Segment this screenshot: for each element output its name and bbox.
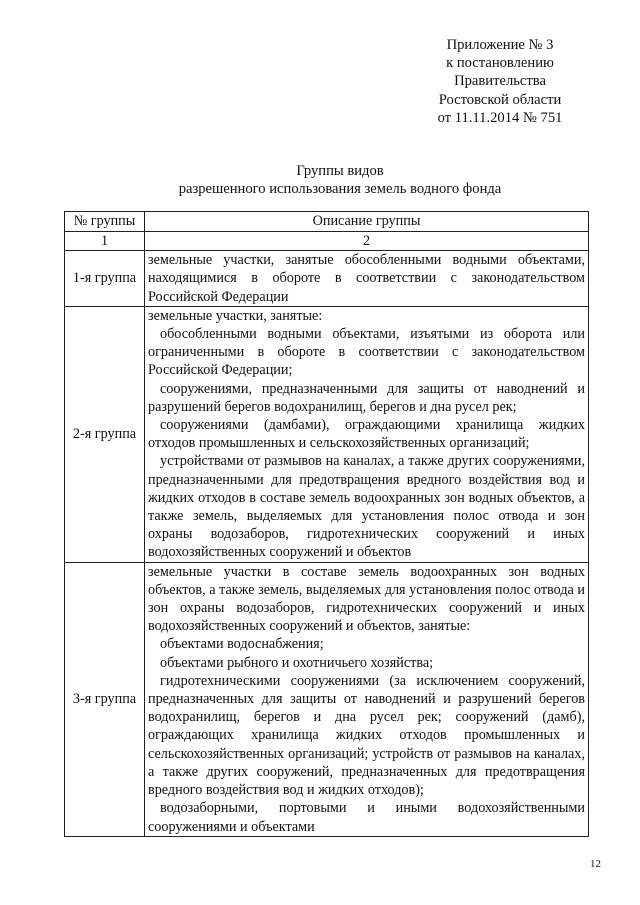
description-paragraph: объектами водоснабжения; <box>160 636 324 653</box>
description-paragraph: земельные участки, занятые обособленными водными объектами, находящимися в обороте в соответствии с законодательством Российской Федерации <box>148 252 585 305</box>
description-paragraph: устройствами от размывов на каналах, а также других сооружениями, предназначенными для предотвращения вредного воздействия вод и жидких отходов в составе земель водоохранных зон водных объектов, а также земель, выделяемых для установления полос отвода и зон охраны водозаборов, гидротехнических сооружений и иных водохозяйственных сооружений и объектов <box>148 453 585 561</box>
description-paragraph: земельные участки в составе земель водоохранных зон водных объектов, а также земель, выделяемых для установления полос отвода и зон охраны водозаборов, гидротехнических сооружений и иных водохозяйственных сооружений и объектов, занятые: <box>148 563 585 635</box>
appendix-line-5: от 11.11.2014 № 751 <box>437 109 563 126</box>
title-line-2: разрешенного использования земель водного фонда <box>178 181 502 198</box>
appendix-block <box>400 36 600 127</box>
table-row <box>65 306 589 562</box>
group-number-cell: 1-я группа <box>65 251 145 307</box>
group-description-cell <box>145 251 589 307</box>
description-paragraph: сооружениями (дамбами), ограждающими хранилища жидких отходов промышленных и сельскохозяйственных организаций; <box>148 417 585 452</box>
title-line-1: Группы видов <box>296 163 384 179</box>
description-paragraph: гидротехническими сооружениями (за исключением сооружений, предназначенных для защиты от наводнений и разрушений берегов водохранилищ, берегов и дна русел рек; сооружений (дамб), ограждающих хранилища жидких отходов промышленных и сельскохозяйственных организаций; устройств от размывов на каналах, а также других сооружений, предназначенных для предотвращения вредного воздействия вод и жидких отходов); <box>148 672 585 799</box>
index-cell-1: 1 <box>65 232 145 251</box>
description-paragraph: обособленными водными объектами, изъятыми из оборота или ограниченными в обороте в соответствии с законодательством Российской Федерации; <box>148 326 585 379</box>
appendix-line-3: Правительства <box>454 73 546 90</box>
description-paragraph: земельные участки, занятые: <box>148 307 323 324</box>
header-group-number: № группы <box>65 212 145 232</box>
group-description-cell <box>145 562 589 836</box>
table-row <box>65 562 589 836</box>
description-paragraph: сооружениями, предназначенными для защиты от наводнений и разрушений берегов водохранилищ, берегов и дна русел рек; <box>148 380 585 415</box>
table-header-row <box>65 212 589 232</box>
header-group-description: Описание группы <box>145 212 589 232</box>
appendix-line-4: Ростовской области <box>438 91 562 108</box>
table-index-row <box>65 232 589 251</box>
document-title <box>60 162 620 198</box>
group-description-cell <box>145 306 589 562</box>
table-row <box>65 251 589 307</box>
description-paragraph: водозаборными, портовыми и иными водохозяйственными сооружениями и объектами <box>148 800 585 835</box>
appendix-line-2: к постановлению <box>446 55 554 72</box>
group-number-cell: 3-я группа <box>65 562 145 836</box>
groups-table <box>64 211 589 837</box>
appendix-line-1: Приложение № 3 <box>446 37 554 53</box>
description-paragraph: объектами рыбного и охотничьего хозяйства; <box>160 654 434 671</box>
page-number: 12 <box>590 858 601 870</box>
group-number-cell: 2-я группа <box>65 306 145 562</box>
index-cell-2: 2 <box>145 232 589 251</box>
